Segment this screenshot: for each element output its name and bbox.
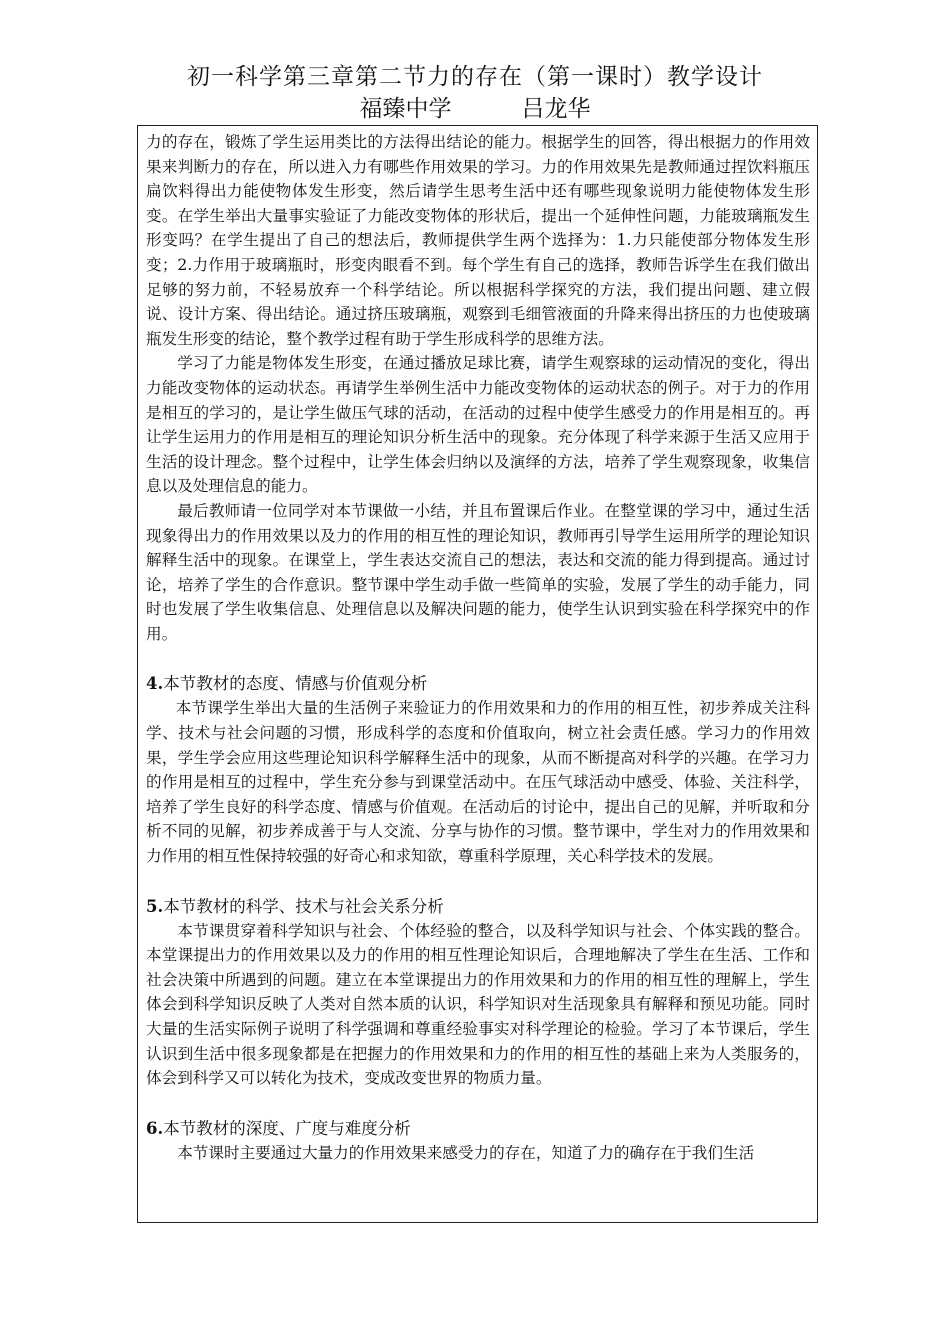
section-5-heading	[146, 894, 810, 919]
paragraph-1: 力的存在，锻炼了学生运用类比的方法得出结论的能力。根据学生的回答，得出根据力的作用效果来判断力的存在，所以进入力有哪些作用效果的学习。力的作用效果先是教师通过捏饮料瓶压扁饮料得出力能使物体发生形变，然后请学生思考生活中还有哪些现象说明力能使物体发生形变。在学生举出大量事实验证了力能改变物体的形状后，提出一个延伸性问题，力能玻璃瓶发生形变吗？在学生提出了自己的想法后，教师提供学生两个选择为：1.力只能使部分物体发生形变；2.力作用于玻璃瓶时，形变肉眼看不到。每个学生有自己的选择，教师告诉学生在我们做出足够的努力前，不轻易放弃一个科学结论。所以根据科学探究的方法，我们提出问题、建立假说、设计方案、得出结论。通过挤压玻璃瓶，观察到毛细管液面的升降来得出挤压的力也使玻璃瓶发生形变的结论，整个教学过程有助于学生形成科学的思维方法。	[146, 133, 810, 348]
school-name: 福臻中学	[359, 96, 452, 122]
paragraph-2: 学习了力能是物体发生形变，在通过播放足球比赛，请学生观察球的运动情况的变化，得出力能改变物体的运动状态。再请学生举例生活中力能改变物体的运动状态的例子。对于力的作用是相互的学习的，是让学生做压气球的活动，在活动的过程中使学生感受力的作用是相互的。再让学生运用力的作用是相互的理论知识分析生活中的现象。充分体现了科学来源于生活又应用于生活的设计理念。整个过程中，让学生体会归纳以及演绎的方法，培养了学生观察现象，收集信息以及处理信息的能力。	[146, 354, 810, 496]
section-4-heading	[146, 671, 810, 696]
section-4-text: 本节课学生举出大量的生活例子来验证力的作用效果和力的作用的相互性，初步养成关注科学、技术与社会问题的习惯，形成科学的态度和价值取向，树立社会责任感。学习力的作用效果，学生学会应用这些理论知识科学解释生活中的现象，从而不断提高对科学的兴趣。在学习力的作用是相互的过程中，学生充分参与到课堂活动中。在压气球活动中感受、体验、关注科学，培养了学生良好的科学态度、情感与价值观。在活动后的讨论中，提出自己的见解，并听取和分析不同的见解，初步养成善于与人交流、分享与协作的习惯。整节课中，学生对力的作用效果和力作用的相互性保持较强的好奇心和求知欲，尊重科学原理，关心科学技术的发展。	[146, 699, 810, 866]
section-5-title: 本节教材的科学、技术与社会关系分析	[163, 896, 444, 916]
section-6-heading	[146, 1116, 810, 1141]
section-spacer	[146, 869, 810, 894]
document-header	[0, 62, 950, 124]
content-frame	[137, 125, 818, 1223]
section-6-number: 6.	[146, 1118, 164, 1138]
section-4-number: 4.	[146, 674, 164, 694]
section-6-title: 本节教材的深度、广度与难度分析	[163, 1118, 411, 1138]
document-byline	[0, 94, 950, 124]
section-5-text: 本节课贯穿着科学知识与社会、个体经验的整合，以及科学知识与社会、个体实践的整合。本堂课提出力的作用效果以及力的作用的相互性理论知识后，合理地解决了学生在生活、工作和社会决策中所遇到的问题。建立在本堂课提出力的作用效果和力的作用的相互性的理解上，学生体会到科学知识反映了人类对自然本质的认识，科学知识对生活现象具有解释和预见功能。同时大量的生活实际例子说明了科学强调和尊重经验事实对科学理论的检验。学习了本节课后，学生认识到生活中很多现象都是在把握力的作用效果和力的作用的相互性的基础上来为人类服务的，体会到科学又可以转化为技术，变成改变世界的物质力量。	[146, 921, 810, 1088]
section-6-text: 本节课时主要通过大量力的作用效果来感受力的存在，知道了力的确存在于我们生活	[177, 1143, 755, 1162]
paragraph-3: 最后教师请一位同学对本节课做一小结，并且布置课后作业。在整堂课的学习中，通过生活现象得出力的作用效果以及力的作用的相互性的理论知识，教师再引导学生运用所学的理论知识解释生活中的现象。在课堂上，学生表达交流自己的想法，表达和交流的能力得到提高。通过讨论，培养了学生的合作意识。整节课中学生动手做一些简单的实验，发展了学生的动手能力，同时也发展了学生收集信息、处理信息以及解决问题的能力，使学生认识到实验在科学探究中的作用。	[146, 501, 810, 643]
document-title: 初一科学第三章第二节力的存在（第一课时）教学设计	[187, 64, 763, 90]
section-5-number: 5.	[146, 896, 164, 916]
section-spacer	[146, 1091, 810, 1116]
section-spacer	[146, 646, 810, 671]
section-4-title: 本节教材的态度、情感与价值观分析	[163, 674, 428, 694]
author-name: 吕龙华	[521, 96, 591, 122]
